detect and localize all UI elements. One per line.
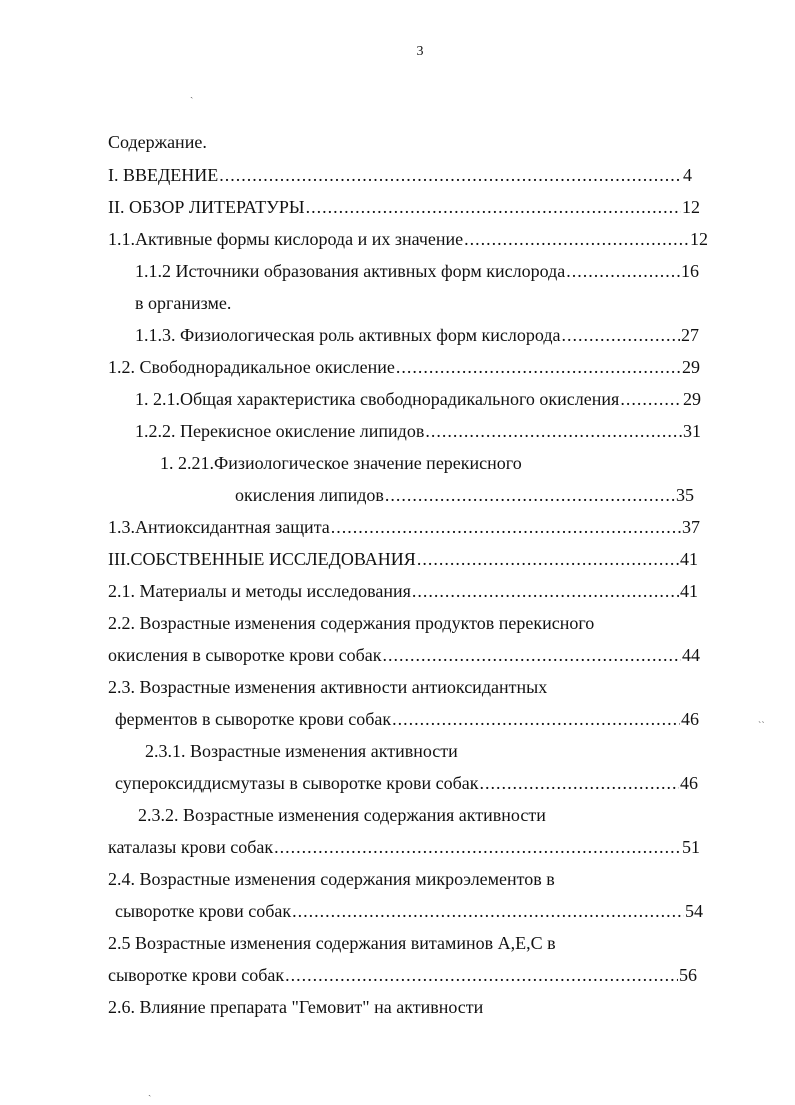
toc-entry-title: 1.1.2 Источники образования активных форм кислорода bbox=[135, 261, 566, 281]
toc-entry[interactable] bbox=[108, 357, 700, 379]
dot-leader bbox=[285, 965, 678, 986]
toc-entry[interactable] bbox=[135, 389, 701, 411]
toc-entry-title: сыворотке крови собак bbox=[108, 965, 285, 985]
toc-entry-first-line: 2.4. Возрастные изменения содержания микроэлементов в bbox=[108, 869, 555, 889]
toc-entry-page: 29 bbox=[683, 389, 701, 409]
dot-leader bbox=[566, 261, 680, 282]
dot-leader bbox=[383, 645, 681, 666]
toc-entry-title: супероксиддисмутазы в сыворотке крови собак bbox=[115, 773, 479, 793]
dot-leader bbox=[480, 773, 679, 794]
toc-entry[interactable] bbox=[108, 581, 698, 603]
toc-entry[interactable] bbox=[108, 197, 700, 219]
toc-entry-page: 16 bbox=[681, 261, 699, 281]
toc-entry-page: 37 bbox=[682, 517, 700, 537]
toc-entry-page: 4 bbox=[683, 165, 692, 185]
dot-leader bbox=[396, 357, 681, 378]
scan-speck: ˴˴ bbox=[758, 716, 765, 727]
dot-leader bbox=[306, 197, 681, 218]
toc-entry[interactable] bbox=[115, 709, 699, 731]
dot-leader bbox=[219, 165, 682, 186]
toc-entry-title: каталазы крови собак bbox=[108, 837, 274, 857]
toc-continuation-line: в организме. bbox=[135, 293, 232, 313]
toc-entry-title: сыворотке крови собак bbox=[115, 901, 292, 921]
toc-entry-page: 46 bbox=[680, 773, 698, 793]
toc-entry[interactable] bbox=[108, 517, 700, 539]
dot-leader bbox=[620, 389, 682, 410]
toc-entry[interactable] bbox=[108, 645, 700, 667]
toc-entry-title: 1.1.Активные формы кислорода и их значение bbox=[108, 229, 464, 249]
toc-entry[interactable] bbox=[108, 837, 700, 859]
toc-entry-title: 1.3.Антиоксидантная защита bbox=[108, 517, 330, 537]
toc-entry[interactable] bbox=[135, 325, 699, 347]
toc-entry-title: III.СОБСТВЕННЫЕ ИССЛЕДОВАНИЯ bbox=[108, 549, 416, 569]
dot-leader bbox=[412, 581, 679, 602]
toc-entry-page: 35 bbox=[676, 485, 694, 505]
toc-entry-title: 1. 2.1.Общая характеристика свободнорадикального окисления bbox=[135, 389, 620, 409]
toc-entry-page: 46 bbox=[681, 709, 699, 729]
toc-entry-title: 1.2.2. Перекисное окисление липидов bbox=[135, 421, 425, 441]
toc-entry-page: 56 bbox=[679, 965, 697, 985]
toc-entry-page: 31 bbox=[683, 421, 701, 441]
toc-heading: Содержание. bbox=[108, 132, 207, 152]
toc-entry-title: 1.1.3. Физиологическая роль активных форм кислорода bbox=[135, 325, 561, 345]
toc-entry-title: 2.1. Материалы и методы исследования bbox=[108, 581, 411, 601]
toc-entry-page: 27 bbox=[681, 325, 699, 345]
toc-entry[interactable] bbox=[115, 901, 703, 923]
toc-subentry-line: 2.3.1. Возрастные изменения активности bbox=[145, 741, 458, 761]
toc-entry[interactable] bbox=[108, 549, 698, 571]
toc-entry[interactable] bbox=[108, 165, 692, 187]
scan-speck: ˏ bbox=[190, 88, 194, 99]
toc-entry-title: окисления в сыворотке крови собак bbox=[108, 645, 382, 665]
toc-entry[interactable] bbox=[135, 421, 701, 443]
toc-entry-page: 54 bbox=[685, 901, 703, 921]
toc-entry-page: 44 bbox=[682, 645, 700, 665]
dot-leader bbox=[331, 517, 681, 538]
toc-entry-page: 41 bbox=[680, 549, 698, 569]
toc-entry[interactable] bbox=[135, 261, 699, 283]
toc-entry-page: 41 bbox=[680, 581, 698, 601]
toc-entry-first-line: 2.5 Возрастные изменения содержания витаминов А,Е,С в bbox=[108, 933, 556, 953]
toc-entry[interactable] bbox=[235, 485, 694, 507]
dot-leader bbox=[417, 549, 679, 570]
toc-entry-title: II. ОБЗОР ЛИТЕРАТУРЫ bbox=[108, 197, 305, 217]
dot-leader bbox=[425, 421, 682, 442]
toc-entry[interactable] bbox=[115, 773, 698, 795]
toc-entry-first-line: 2.6. Влияние препарата "Гемовит" на активности bbox=[108, 997, 484, 1017]
toc-entry-title: окисления липидов bbox=[235, 485, 384, 505]
dot-leader bbox=[292, 901, 684, 922]
toc-entry-page: 29 bbox=[682, 357, 700, 377]
toc-entry-title: I. ВВЕДЕНИЕ bbox=[108, 165, 219, 185]
page-number: 3 bbox=[416, 44, 424, 59]
dot-leader bbox=[385, 485, 675, 506]
toc-entry-title: 1.2. Свободнорадикальное окисление bbox=[108, 357, 395, 377]
toc-entry-first-line: 2.3. Возрастные изменения активности антиоксидантных bbox=[108, 677, 548, 697]
toc-subentry-line: 2.3.2. Возрастные изменения содержания активности bbox=[138, 805, 546, 825]
scan-speck: ˏ bbox=[148, 1086, 152, 1097]
toc-entry[interactable] bbox=[108, 965, 697, 987]
toc-entry-title: ферментов в сыворотке крови собак bbox=[115, 709, 392, 729]
dot-leader bbox=[392, 709, 680, 730]
toc-entry[interactable] bbox=[108, 229, 708, 251]
dot-leader bbox=[274, 837, 681, 858]
toc-subentry-line: 1. 2.21.Физиологическое значение перекисного bbox=[160, 453, 522, 473]
toc-entry-page: 51 bbox=[682, 837, 700, 857]
dot-leader bbox=[464, 229, 689, 250]
dot-leader bbox=[562, 325, 680, 346]
toc-entry-page: 12 bbox=[690, 229, 708, 249]
toc-entry-page: 12 bbox=[682, 197, 700, 217]
toc-entry-first-line: 2.2. Возрастные изменения содержания продуктов перекисного bbox=[108, 613, 595, 633]
